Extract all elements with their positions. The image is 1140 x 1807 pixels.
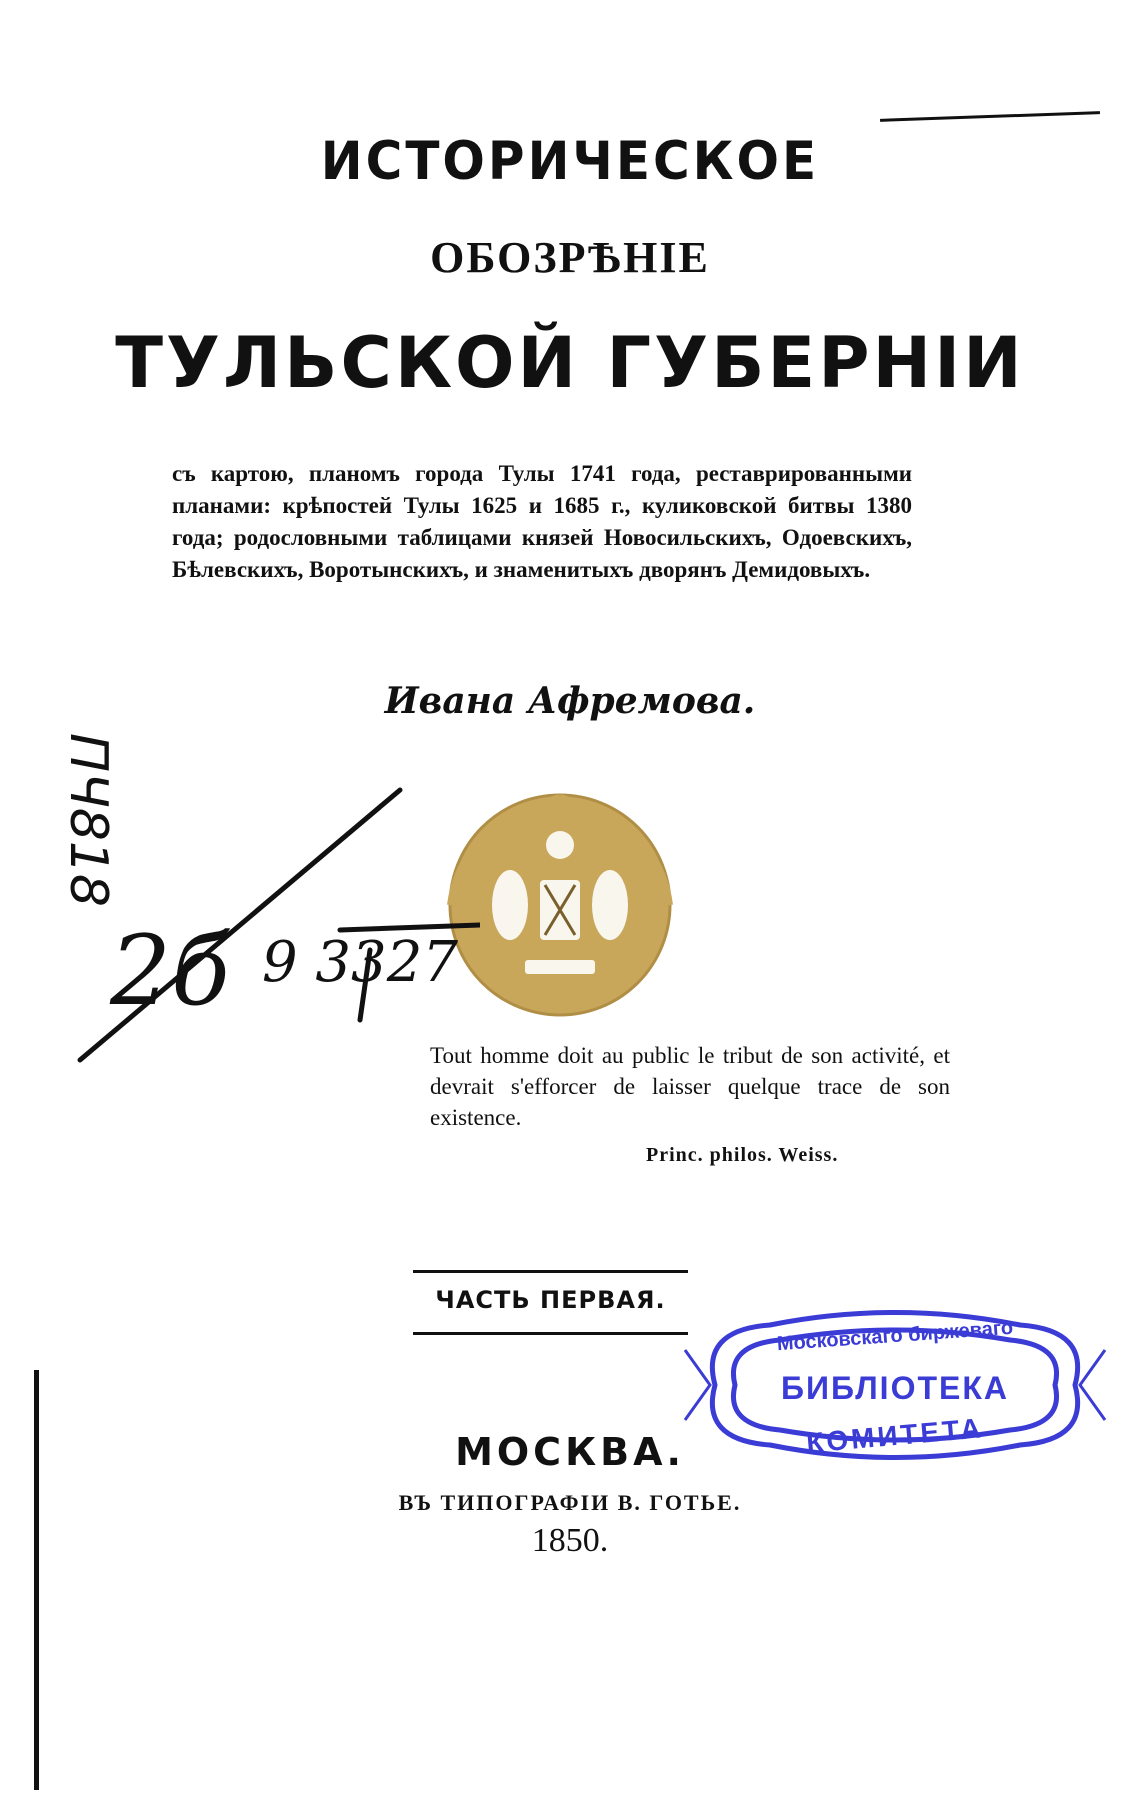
left-edge-line [34,1370,39,1790]
subtitle: съ картою, планомъ города Тулы 1741 года, реставрированными планами: крѣпостей Тулы 1625 и 1685 г., куликовской битвы 1380 года; родословными таблицами князей Новосильскихъ, Одоевскихъ, Бѣлевскихъ, Воротынскихъ, и знаменитыхъ дворянъ Демидовыхъ. [172,461,912,582]
title-line-2: ОБОЗРѢНІЕ [430,233,710,282]
handwritten-shelf-code: 2б [110,915,230,1027]
imprint-city: МОСКВА. [455,1430,685,1474]
part-rule-bottom [413,1332,688,1335]
stamp-top-text: Московскаго биржеваго [776,1316,1014,1356]
handwritten-number: 9 3327 [262,930,458,995]
top-rule [880,111,1100,122]
imprint-press: ВЪ ТИПОГРАФІИ В. ГОТЬЕ. [398,1490,742,1515]
title-line-3: ТУЛЬСКОЙ ГУБЕРНІИ [115,322,1025,404]
epigraph: Tout homme doit au public le tribut de son activité, et devrait s'efforcer de laisser quelque trace de son existence. [430,1043,950,1130]
stamp-bottom-text: КОМИТЕТА [805,1412,985,1459]
title-line-1: ИСТОРИЧЕСКОЕ [320,130,820,192]
imprint-year: 1850. [531,1522,609,1559]
stamp-middle-text: БИБЛІОТЕКА [781,1370,1009,1406]
handwritten-vertical-number: ПЧ818 [58,732,118,907]
author: Ивана Афремова. [384,680,756,722]
epigraph-attribution: Princ. philos. Weiss. [646,1144,839,1166]
part-label: ЧАСТЬ ПЕРВАЯ. [435,1286,666,1314]
part-rule-top [413,1270,688,1273]
